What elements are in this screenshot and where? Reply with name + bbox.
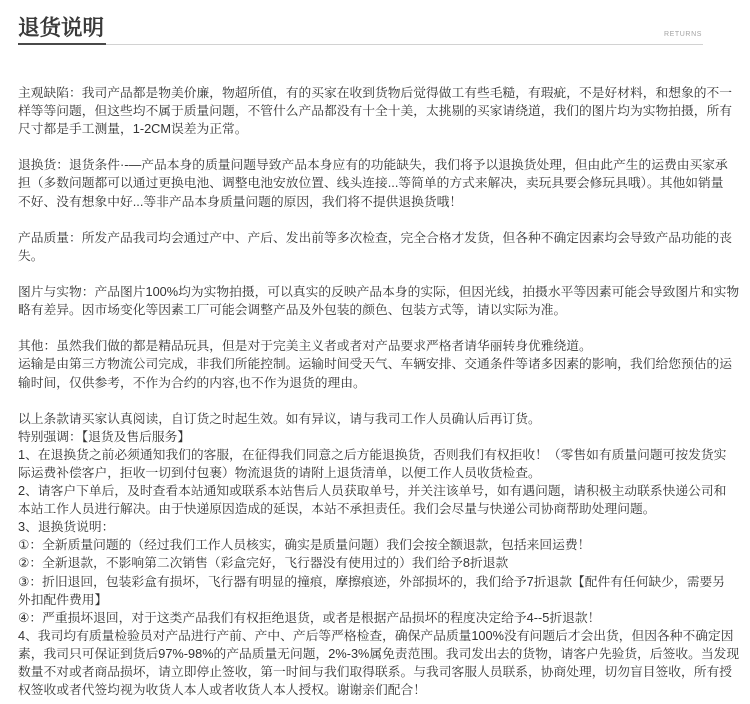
section-photos-vs-actual <box>18 283 746 319</box>
section-product-quality <box>18 229 746 265</box>
rule-2-line: 2、请客户下单后，及时查看本站通知或联系本站售后人员获取单号，并关注该单号，如有遇问题，请积极主动联系快递公司和 <box>18 483 727 499</box>
refund-case-3-line: 外扣配件费用】 <box>18 591 108 607</box>
page-header <box>0 0 750 60</box>
title-english-tag: RETURNS <box>663 31 702 38</box>
section-return-exchange <box>18 156 746 210</box>
subjective-defects-line: 主观缺陷：我司产品都是物美价廉，物超所值，有的买家在收到货物后觉得做工有些毛糙，有瑕疵，不是好材料，和想象的不一 <box>18 85 732 100</box>
rule-4-line: 权签收或者代签均视为收货人本人或者收货人本人授权。谢谢亲们配合！ <box>18 682 426 698</box>
refund-case-1-line: ①：全新质量问题的（经过我们工作人员核实，确实是质量问题）我们会按全额退款，包括来回运费！ <box>18 537 591 553</box>
rule-1-line: 际运费补偿客户，拒收一切到付包裹）物流退货的请附上退货清单，以便工作人员收货检查。 <box>18 464 541 480</box>
refund-case-3-line: ③：折旧退回，包装彩盒有损坏，飞行器有明显的撞痕，摩擦痕迹，外部损坏的，我们给予7折退款【配件有任何缺少，需要另 <box>18 573 726 589</box>
other-notice-line: 其他：虽然我们做的都是精品玩具，但是对于完美主义者或者对产品要求严格者请华丽转身优雅绕道。 <box>18 338 592 354</box>
return-exchange-line: 不好、没有想象中好...等非产品本身质量问题的原因，我们将不提供退换货哦！ <box>18 193 463 209</box>
title-divider-accent <box>18 43 106 45</box>
shipping-notice-line: 运输是由第三方物流公司完成，非我们所能控制。运输时间受天气、车辆安排、交通条件等诸多因素的影响，我们给您预估的运 <box>18 356 732 372</box>
photos-vs-actual-line: 图片与实物：产品图片100%均为实物拍摄，可以真实的反映产品本身的实际，但因光线，拍摄水平等因素可能会导致图片和实物 <box>18 284 740 300</box>
rule-1-line: 1、在退换货之前必须通知我们的客服，在征得我们同意之后方能退换货，否则我们有权拒收！（零售如有质量问题可按发货实 <box>18 446 727 462</box>
title-divider <box>18 44 703 45</box>
section-terms-and-service <box>18 410 746 700</box>
return-exchange-line: 退换货：退货条件·-—产品本身的质量问题导致产品本身应有的功能缺失，我们将予以退换货处理，但由此产生的运费由买家承 <box>18 157 728 173</box>
refund-case-4-line: ④：严重损坏退回，对于这类产品我们有权拒绝退货，或者是根据产品损坏的程度决定给予4--5折退款！ <box>18 609 601 625</box>
product-quality-line: 产品质量：所发产品我司均会通过产中、产后、发出前等多次检查，完全合格才发货，但各种不确定因素均会导致产品功能的丧 <box>18 229 732 245</box>
rule-2-line: 本站工作人员进行解决。由于快递原因造成的延误，本站不承担责任。我们会尽量与快递公司协商帮助处理问题。 <box>18 501 656 517</box>
rule-4-line: 素，我司只可保证到货后97%-98%的产品质量无问题，2%-3%属免责范围。我司发出去的货物，请客户先验货，后签收。当发现 <box>18 645 740 661</box>
policy-body <box>18 84 746 699</box>
subjective-defects-line: 样等等问题，但这些均不属于质量问题，不管什么产品都没有十全十美，太挑剔的买家请绕道，我们的图片均为实物拍摄，所有 <box>18 103 732 119</box>
shipping-notice-line: 输时间，仅供参考，不作为合约的内容,也不作为退货的理由。 <box>18 374 366 390</box>
rule-4-line: 数量不对或者商品损坏，请立即停止签收，第一时间与我们取得联系。与我司客服人员联系，协商处理，切勿盲目签收，所有授 <box>18 664 732 679</box>
section-subjective-defects <box>18 84 746 138</box>
terms-intro-line: 以上条款请买家认真阅读，自订货之时起生效。如有异议，请与我司工作人员确认后再订货。 <box>18 410 541 426</box>
return-exchange-line: 担（多数问题都可以通过更换电池、调整电池安放位置、线头连接...等简单的方式来解决，卖玩具要会修玩具哦）。其他如销量 <box>18 175 724 191</box>
special-notice-heading: 特别强调：【退货及售后服务】 <box>18 428 191 444</box>
photos-vs-actual-line: 略有差异。因市场变化等因素工厂可能会调整产品及外包装的颜色、包装方式等，请以实际为准。 <box>18 302 567 318</box>
page-title: 退货说明 <box>18 16 105 40</box>
refund-case-2-line: ②：全新退款，不影响第二次销售（彩盒完好，飞行器没有使用过的）我们给予8折退款 <box>18 555 509 571</box>
subjective-defects-line: 尺寸都是手工测量，1-2CM误差为正常。 <box>18 121 248 137</box>
section-other-shipping <box>18 337 746 391</box>
rule-3-heading: 3、退换货说明： <box>18 519 115 535</box>
product-quality-line: 失。 <box>18 247 44 263</box>
rule-4-line: 4、我司均有质量检验员对产品进行产前、产中、产后等严格检查，确保产品质量100%没有问题后才会出货，但因各种不确定因 <box>18 627 734 643</box>
